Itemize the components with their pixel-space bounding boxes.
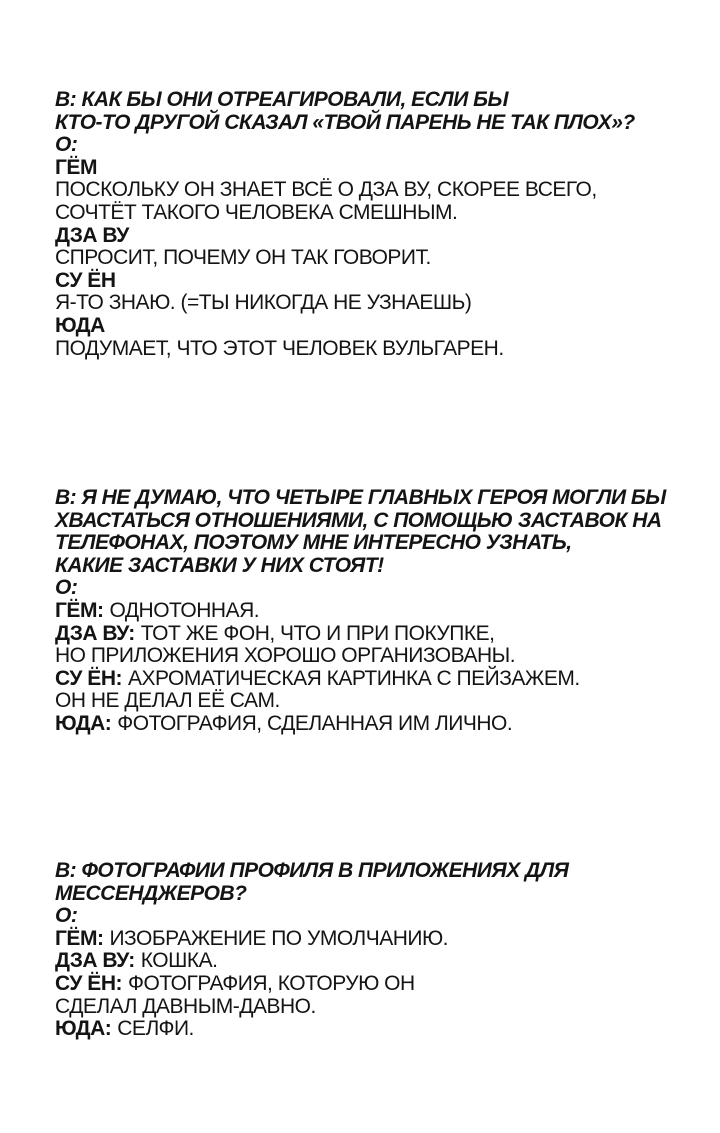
answer-line: Я-ТО ЗНАЮ. (=ТЫ НИКОГДА НЕ УЗНАЕШЬ) [55, 291, 472, 315]
question-line: КАКИЕ ЗАСТАВКИ У НИХ СТОЯТ! [55, 553, 384, 577]
answer-label: О: [55, 576, 78, 600]
answer-entry [55, 600, 666, 623]
qa-section-1 [55, 89, 635, 360]
question-line: МЕССЕНДЖЕРОВ? [55, 881, 247, 905]
question-line: КТО-ТО ДРУГОЙ СКАЗАЛ «ТВОЙ ПАРЕНЬ НЕ ТАК ПЛОХ»? [55, 110, 635, 134]
character-name: ДЗА ВУ: [55, 949, 135, 973]
character-name: СУ ЁН [55, 268, 116, 292]
answer-text: ИЗОБРАЖЕНИЕ ПО УМОЛЧАНИЮ. [109, 926, 449, 950]
character-name: ГЁМ [55, 155, 97, 179]
answer-entry [55, 623, 666, 646]
answer-entry [55, 950, 568, 973]
qa-section-2 [55, 487, 666, 736]
answer-line: СПРОСИТ, ПОЧЕМУ ОН ТАК ГОВОРИТ. [55, 246, 431, 270]
answer-text: ФОТОГРАФИЯ, СДЕЛАННАЯ ИМ ЛИЧНО. [117, 711, 513, 735]
question-line: В: ФОТОГРАФИИ ПРОФИЛЯ В ПРИЛОЖЕНИЯХ ДЛЯ [55, 859, 569, 882]
character-name: ДЗА ВУ: [55, 621, 135, 645]
answer-line: СОЧТЁТ ТАКОГО ЧЕЛОВЕКА СМЕШНЫМ. [55, 200, 458, 224]
answer-label: О: [55, 904, 78, 928]
answer-text: ОДНОТОННАЯ. [109, 598, 260, 622]
answer-text: ТОТ ЖЕ ФОН, ЧТО И ПРИ ПОКУПКЕ, [140, 621, 495, 645]
character-name: ЮДА [55, 313, 105, 337]
answer-label: О: [55, 133, 78, 157]
answer-text: АХРОМАТИЧЕСКАЯ КАРТИНКА С ПЕЙЗАЖЕМ. [128, 666, 580, 690]
character-name: СУ ЁН: [55, 666, 122, 690]
character-name: ДЗА ВУ [55, 223, 129, 247]
answer-line: НО ПРИЛОЖЕНИЯ ХОРОШО ОРГАНИЗОВАНЫ. [55, 644, 516, 668]
answer-line: СДЕЛАЛ ДАВНЫМ-ДАВНО. [55, 994, 316, 1018]
answer-text: КОШКА. [140, 949, 218, 973]
answer-entry [55, 668, 666, 691]
character-name: ЮДА: [55, 1017, 112, 1041]
answer-line: ОН НЕ ДЕЛАЛ ЕЁ САМ. [55, 689, 280, 713]
answer-line: ПОДУМАЕТ, ЧТО ЭТОТ ЧЕЛОВЕК ВУЛЬГАРЕН. [55, 336, 504, 360]
character-name: ЮДА: [55, 711, 112, 735]
question-line: ХВАСТАТЬСЯ ОТНОШЕНИЯМИ, С ПОМОЩЬЮ ЗАСТАВОК НА [55, 508, 662, 532]
question-line: ТЕЛЕФОНАХ, ПОЭТОМУ МНЕ ИНТЕРЕСНО УЗНАТЬ, [55, 531, 572, 555]
answer-text: ФОТОГРАФИЯ, КОТОРУЮ ОН [128, 971, 415, 995]
question-line: В: КАК БЫ ОНИ ОТРЕАГИРОВАЛИ, ЕСЛИ БЫ [55, 88, 509, 111]
answer-entry [55, 928, 568, 951]
character-name: ГЁМ: [55, 598, 104, 622]
qa-section-3 [55, 860, 568, 1041]
answer-entry [55, 713, 666, 736]
character-name: СУ ЁН: [55, 971, 122, 995]
answer-line: ПОСКОЛЬКУ ОН ЗНАЕТ ВСЁ О ДЗА ВУ, СКОРЕЕ ВСЕГО, [55, 178, 597, 202]
answer-entry [55, 973, 568, 996]
character-name: ГЁМ: [55, 926, 104, 950]
answer-entry [55, 1018, 568, 1041]
question-line: В: Я НЕ ДУМАЮ, ЧТО ЧЕТЫРЕ ГЛАВНЫХ ГЕРОЯ МОГЛИ БЫ [55, 486, 666, 509]
answer-text: СЕЛФИ. [117, 1017, 194, 1041]
